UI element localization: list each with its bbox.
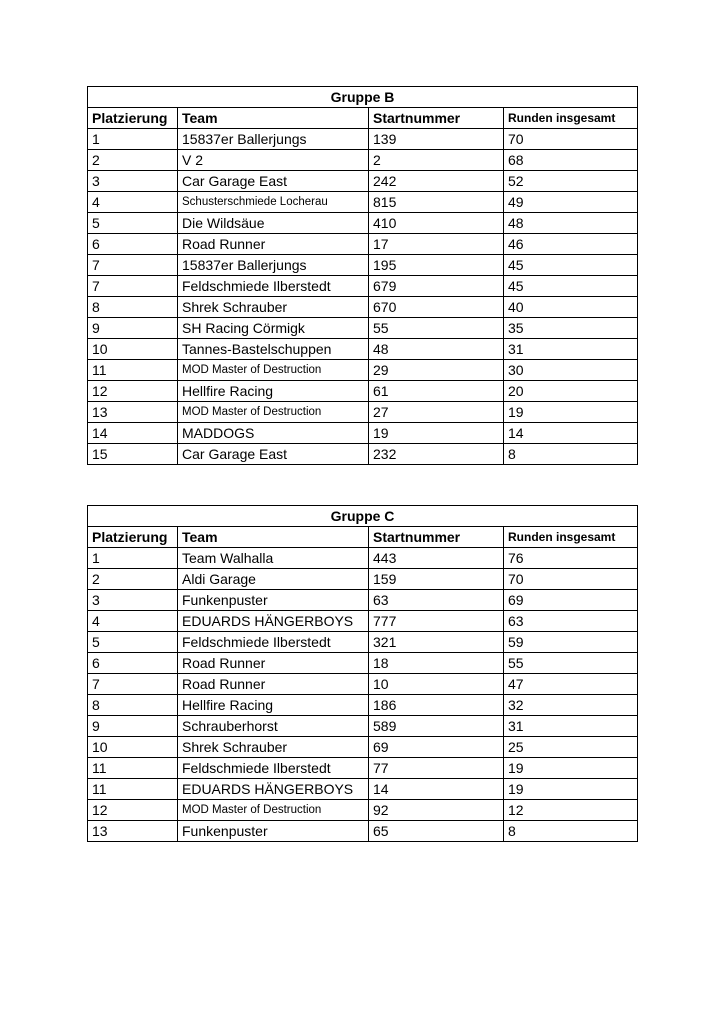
cell-team: Feldschmiede Ilberstedt bbox=[178, 276, 369, 297]
cell-team: Aldi Garage bbox=[178, 569, 369, 590]
cell-platzierung: 2 bbox=[88, 150, 178, 171]
group-title: Gruppe B bbox=[88, 87, 638, 108]
cell-team: 15837er Ballerjungs bbox=[178, 129, 369, 150]
cell-runden: 68 bbox=[504, 150, 638, 171]
table-row bbox=[88, 779, 638, 800]
header-startnummer: Startnummer bbox=[369, 108, 504, 129]
cell-platzierung: 8 bbox=[88, 297, 178, 318]
table-row bbox=[88, 800, 638, 821]
cell-team: Road Runner bbox=[178, 674, 369, 695]
cell-team: Team Walhalla bbox=[178, 548, 369, 569]
cell-team: Die Wildsäue bbox=[178, 213, 369, 234]
cell-platzierung: 7 bbox=[88, 255, 178, 276]
cell-team: Hellfire Racing bbox=[178, 381, 369, 402]
cell-platzierung: 11 bbox=[88, 779, 178, 800]
cell-startnummer: 242 bbox=[369, 171, 504, 192]
cell-startnummer: 29 bbox=[369, 360, 504, 381]
cell-runden: 30 bbox=[504, 360, 638, 381]
cell-platzierung: 2 bbox=[88, 569, 178, 590]
table-row bbox=[88, 402, 638, 423]
cell-platzierung: 12 bbox=[88, 381, 178, 402]
cell-runden: 40 bbox=[504, 297, 638, 318]
table-row bbox=[88, 737, 638, 758]
cell-platzierung: 13 bbox=[88, 821, 178, 842]
cell-team: V 2 bbox=[178, 150, 369, 171]
cell-team: MOD Master of Destruction bbox=[178, 402, 369, 423]
table-row bbox=[88, 234, 638, 255]
cell-runden: 46 bbox=[504, 234, 638, 255]
table-body bbox=[88, 129, 638, 465]
cell-runden: 48 bbox=[504, 213, 638, 234]
cell-runden: 70 bbox=[504, 569, 638, 590]
cell-runden: 35 bbox=[504, 318, 638, 339]
header-row bbox=[88, 108, 638, 129]
cell-platzierung: 9 bbox=[88, 716, 178, 737]
cell-runden: 20 bbox=[504, 381, 638, 402]
header-team: Team bbox=[178, 108, 369, 129]
cell-team: Shrek Schrauber bbox=[178, 297, 369, 318]
table-row bbox=[88, 695, 638, 716]
cell-team: Funkenpuster bbox=[178, 590, 369, 611]
cell-platzierung: 13 bbox=[88, 402, 178, 423]
cell-team: Tannes-Bastelschuppen bbox=[178, 339, 369, 360]
cell-startnummer: 232 bbox=[369, 444, 504, 465]
cell-runden: 52 bbox=[504, 171, 638, 192]
table-body bbox=[88, 548, 638, 842]
cell-startnummer: 443 bbox=[369, 548, 504, 569]
cell-platzierung: 5 bbox=[88, 632, 178, 653]
cell-startnummer: 17 bbox=[369, 234, 504, 255]
cell-runden: 19 bbox=[504, 779, 638, 800]
cell-team: Road Runner bbox=[178, 234, 369, 255]
cell-startnummer: 77 bbox=[369, 758, 504, 779]
cell-runden: 49 bbox=[504, 192, 638, 213]
cell-runden: 55 bbox=[504, 653, 638, 674]
cell-runden: 47 bbox=[504, 674, 638, 695]
header-runden-insgesamt: Runden insgesamt bbox=[504, 527, 638, 548]
header-platzierung: Platzierung bbox=[88, 527, 178, 548]
table-row bbox=[88, 423, 638, 444]
header-team: Team bbox=[178, 527, 369, 548]
cell-team: EDUARDS HÄNGERBOYS bbox=[178, 611, 369, 632]
cell-platzierung: 1 bbox=[88, 129, 178, 150]
header-runden-insgesamt: Runden insgesamt bbox=[504, 108, 638, 129]
cell-team: EDUARDS HÄNGERBOYS bbox=[178, 779, 369, 800]
cell-startnummer: 18 bbox=[369, 653, 504, 674]
cell-startnummer: 14 bbox=[369, 779, 504, 800]
table-row bbox=[88, 171, 638, 192]
cell-team: Schusterschmiede Locherau bbox=[178, 192, 369, 213]
cell-startnummer: 48 bbox=[369, 339, 504, 360]
cell-runden: 70 bbox=[504, 129, 638, 150]
cell-startnummer: 65 bbox=[369, 821, 504, 842]
cell-platzierung: 6 bbox=[88, 653, 178, 674]
cell-startnummer: 69 bbox=[369, 737, 504, 758]
header-platzierung: Platzierung bbox=[88, 108, 178, 129]
table-row bbox=[88, 339, 638, 360]
cell-startnummer: 777 bbox=[369, 611, 504, 632]
cell-startnummer: 63 bbox=[369, 590, 504, 611]
cell-startnummer: 186 bbox=[369, 695, 504, 716]
cell-startnummer: 61 bbox=[369, 381, 504, 402]
cell-team: MOD Master of Destruction bbox=[178, 360, 369, 381]
cell-startnummer: 139 bbox=[369, 129, 504, 150]
cell-startnummer: 92 bbox=[369, 800, 504, 821]
cell-startnummer: 195 bbox=[369, 255, 504, 276]
cell-runden: 14 bbox=[504, 423, 638, 444]
cell-runden: 19 bbox=[504, 402, 638, 423]
table-title-row bbox=[88, 87, 638, 108]
cell-runden: 25 bbox=[504, 737, 638, 758]
header-row bbox=[88, 527, 638, 548]
table-row bbox=[88, 444, 638, 465]
cell-team: Car Garage East bbox=[178, 171, 369, 192]
table-row bbox=[88, 213, 638, 234]
cell-runden: 31 bbox=[504, 339, 638, 360]
cell-team: Car Garage East bbox=[178, 444, 369, 465]
cell-platzierung: 9 bbox=[88, 318, 178, 339]
cell-platzierung: 10 bbox=[88, 339, 178, 360]
cell-platzierung: 14 bbox=[88, 423, 178, 444]
cell-runden: 69 bbox=[504, 590, 638, 611]
cell-platzierung: 4 bbox=[88, 611, 178, 632]
cell-platzierung: 6 bbox=[88, 234, 178, 255]
results-table-gruppe-c bbox=[87, 505, 638, 842]
cell-startnummer: 589 bbox=[369, 716, 504, 737]
group-title: Gruppe C bbox=[88, 506, 638, 527]
cell-platzierung: 10 bbox=[88, 737, 178, 758]
table-row bbox=[88, 318, 638, 339]
cell-runden: 8 bbox=[504, 444, 638, 465]
cell-startnummer: 410 bbox=[369, 213, 504, 234]
table-row bbox=[88, 381, 638, 402]
table-row bbox=[88, 569, 638, 590]
cell-startnummer: 19 bbox=[369, 423, 504, 444]
cell-team: Schrauberhorst bbox=[178, 716, 369, 737]
table-row bbox=[88, 674, 638, 695]
cell-team: Shrek Schrauber bbox=[178, 737, 369, 758]
cell-runden: 32 bbox=[504, 695, 638, 716]
cell-runden: 45 bbox=[504, 255, 638, 276]
cell-platzierung: 5 bbox=[88, 213, 178, 234]
cell-platzierung: 8 bbox=[88, 695, 178, 716]
table-row bbox=[88, 653, 638, 674]
cell-platzierung: 3 bbox=[88, 590, 178, 611]
cell-runden: 8 bbox=[504, 821, 638, 842]
cell-team: MADDOGS bbox=[178, 423, 369, 444]
cell-runden: 45 bbox=[504, 276, 638, 297]
cell-startnummer: 55 bbox=[369, 318, 504, 339]
cell-startnummer: 321 bbox=[369, 632, 504, 653]
cell-platzierung: 15 bbox=[88, 444, 178, 465]
cell-platzierung: 12 bbox=[88, 800, 178, 821]
table-row bbox=[88, 150, 638, 171]
cell-startnummer: 679 bbox=[369, 276, 504, 297]
cell-team: SH Racing Cörmigk bbox=[178, 318, 369, 339]
table-row bbox=[88, 611, 638, 632]
table-row bbox=[88, 129, 638, 150]
table-row bbox=[88, 360, 638, 381]
cell-platzierung: 11 bbox=[88, 360, 178, 381]
cell-platzierung: 11 bbox=[88, 758, 178, 779]
table-row bbox=[88, 716, 638, 737]
cell-team: Funkenpuster bbox=[178, 821, 369, 842]
cell-platzierung: 4 bbox=[88, 192, 178, 213]
cell-team: MOD Master of Destruction bbox=[178, 800, 369, 821]
cell-runden: 12 bbox=[504, 800, 638, 821]
table-row bbox=[88, 590, 638, 611]
table-row bbox=[88, 632, 638, 653]
cell-runden: 59 bbox=[504, 632, 638, 653]
cell-team: Road Runner bbox=[178, 653, 369, 674]
cell-runden: 63 bbox=[504, 611, 638, 632]
cell-platzierung: 1 bbox=[88, 548, 178, 569]
table-row bbox=[88, 758, 638, 779]
table-row bbox=[88, 276, 638, 297]
cell-platzierung: 7 bbox=[88, 276, 178, 297]
cell-platzierung: 3 bbox=[88, 171, 178, 192]
cell-team: Feldschmiede Ilberstedt bbox=[178, 632, 369, 653]
table-row bbox=[88, 548, 638, 569]
header-startnummer: Startnummer bbox=[369, 527, 504, 548]
cell-startnummer: 670 bbox=[369, 297, 504, 318]
cell-startnummer: 27 bbox=[369, 402, 504, 423]
table-row bbox=[88, 297, 638, 318]
cell-runden: 19 bbox=[504, 758, 638, 779]
cell-team: Hellfire Racing bbox=[178, 695, 369, 716]
cell-platzierung: 7 bbox=[88, 674, 178, 695]
table-row bbox=[88, 192, 638, 213]
table-row bbox=[88, 255, 638, 276]
table-row bbox=[88, 821, 638, 842]
cell-team: 15837er Ballerjungs bbox=[178, 255, 369, 276]
results-table-gruppe-b bbox=[87, 86, 638, 465]
cell-startnummer: 2 bbox=[369, 150, 504, 171]
cell-runden: 76 bbox=[504, 548, 638, 569]
cell-startnummer: 10 bbox=[369, 674, 504, 695]
cell-startnummer: 159 bbox=[369, 569, 504, 590]
cell-team: Feldschmiede Ilberstedt bbox=[178, 758, 369, 779]
table-title-row bbox=[88, 506, 638, 527]
cell-startnummer: 815 bbox=[369, 192, 504, 213]
cell-runden: 31 bbox=[504, 716, 638, 737]
